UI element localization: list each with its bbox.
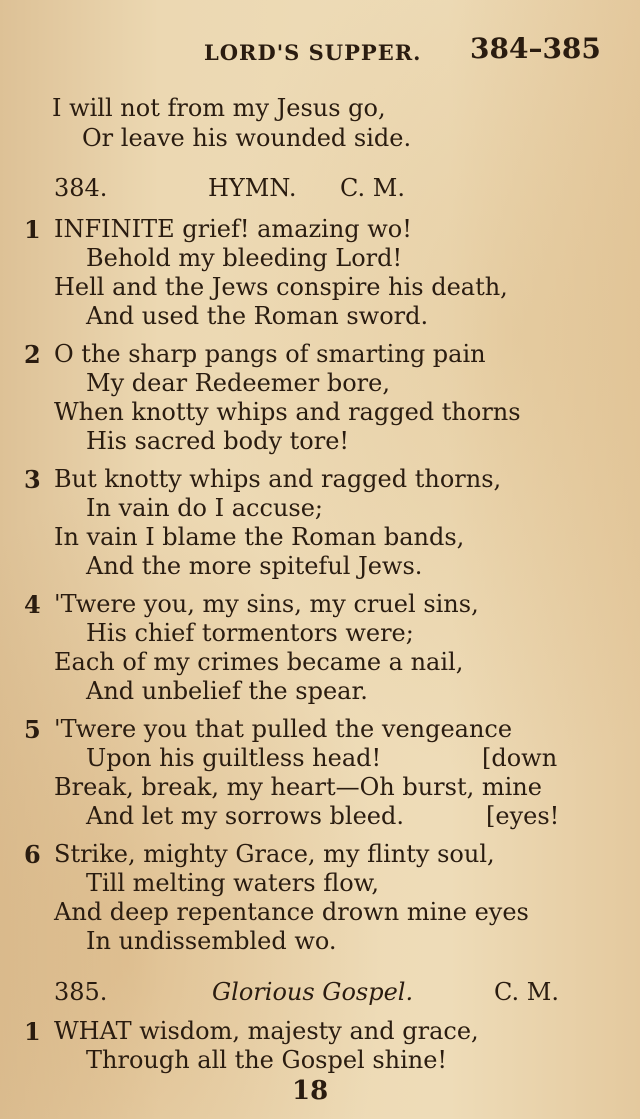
stanza-number: 6 [24, 840, 41, 869]
verse-line: In undissembled wo. [86, 927, 337, 955]
stanza-number: 4 [24, 590, 41, 619]
verse-line: My dear Redeemer bore, [86, 369, 390, 397]
verse-line: Behold my bleeding Lord! [86, 244, 403, 272]
stanza-number: 5 [24, 715, 41, 744]
verse-line: 'Twere you that pulled the vengeance [54, 715, 513, 743]
hymn-title: Glorious Gospel. [212, 978, 414, 1006]
verse-line: Through all the Gospel shine! [86, 1046, 448, 1074]
page-number: 18 [292, 1076, 329, 1106]
running-head-numbers: 384–385 [470, 32, 601, 65]
verse-line: In vain I blame the Roman bands, [54, 523, 465, 551]
verse-line: Each of my crimes became a nail, [54, 648, 464, 676]
verse-overflow: [down [482, 744, 558, 772]
verse-line: His sacred body tore! [86, 427, 350, 455]
verse-line: Hell and the Jews conspire his death, [54, 273, 508, 301]
hymn-meter: C. M. [494, 978, 559, 1006]
stanza-number: 2 [24, 340, 41, 369]
hymn-meter: C. M. [340, 174, 405, 202]
verse-line: His chief tormentors were; [86, 619, 414, 647]
verse-line: In vain do I accuse; [86, 494, 323, 522]
verse-line: And unbelief the spear. [86, 677, 368, 705]
verse-line: Break, break, my heart—Oh burst, mine [54, 773, 542, 801]
hymn-title: HYMN. [208, 174, 297, 202]
verse-line: And let my sorrows bleed. [86, 802, 404, 830]
verse-line: O the sharp pangs of smarting pain [54, 340, 486, 368]
verse-line: Upon his guiltless head! [86, 744, 382, 772]
verse-line: 'Twere you, my sins, my cruel sins, [54, 590, 479, 618]
verse-line: And deep repentance drown mine eyes [54, 898, 529, 926]
verse-line: Till melting waters flow, [86, 869, 379, 897]
verse-line: When knotty whips and ragged thorns [54, 398, 521, 426]
stanza-number: 3 [24, 465, 41, 494]
verse-line: And the more spiteful Jews. [86, 552, 423, 580]
stanza-number: 1 [24, 215, 41, 244]
stanza-number: 1 [24, 1017, 41, 1046]
carryover-line: I will not from my Jesus go, [52, 94, 386, 122]
verse-line: And used the Roman sword. [86, 302, 429, 330]
running-head-title: LORD'S SUPPER. [204, 40, 422, 65]
verse-line: WHAT wisdom, majesty and grace, [54, 1017, 479, 1045]
hymn-number: 385. [54, 978, 108, 1006]
verse-line: But knotty whips and ragged thorns, [54, 465, 502, 493]
carryover-line: Or leave his wounded side. [82, 124, 412, 152]
verse-line: Strike, mighty Grace, my flinty soul, [54, 840, 495, 868]
hymn-number: 384. [54, 174, 108, 202]
verse-line: INFINITE grief! amazing wo! [54, 215, 412, 243]
verse-overflow: [eyes! [486, 802, 560, 830]
